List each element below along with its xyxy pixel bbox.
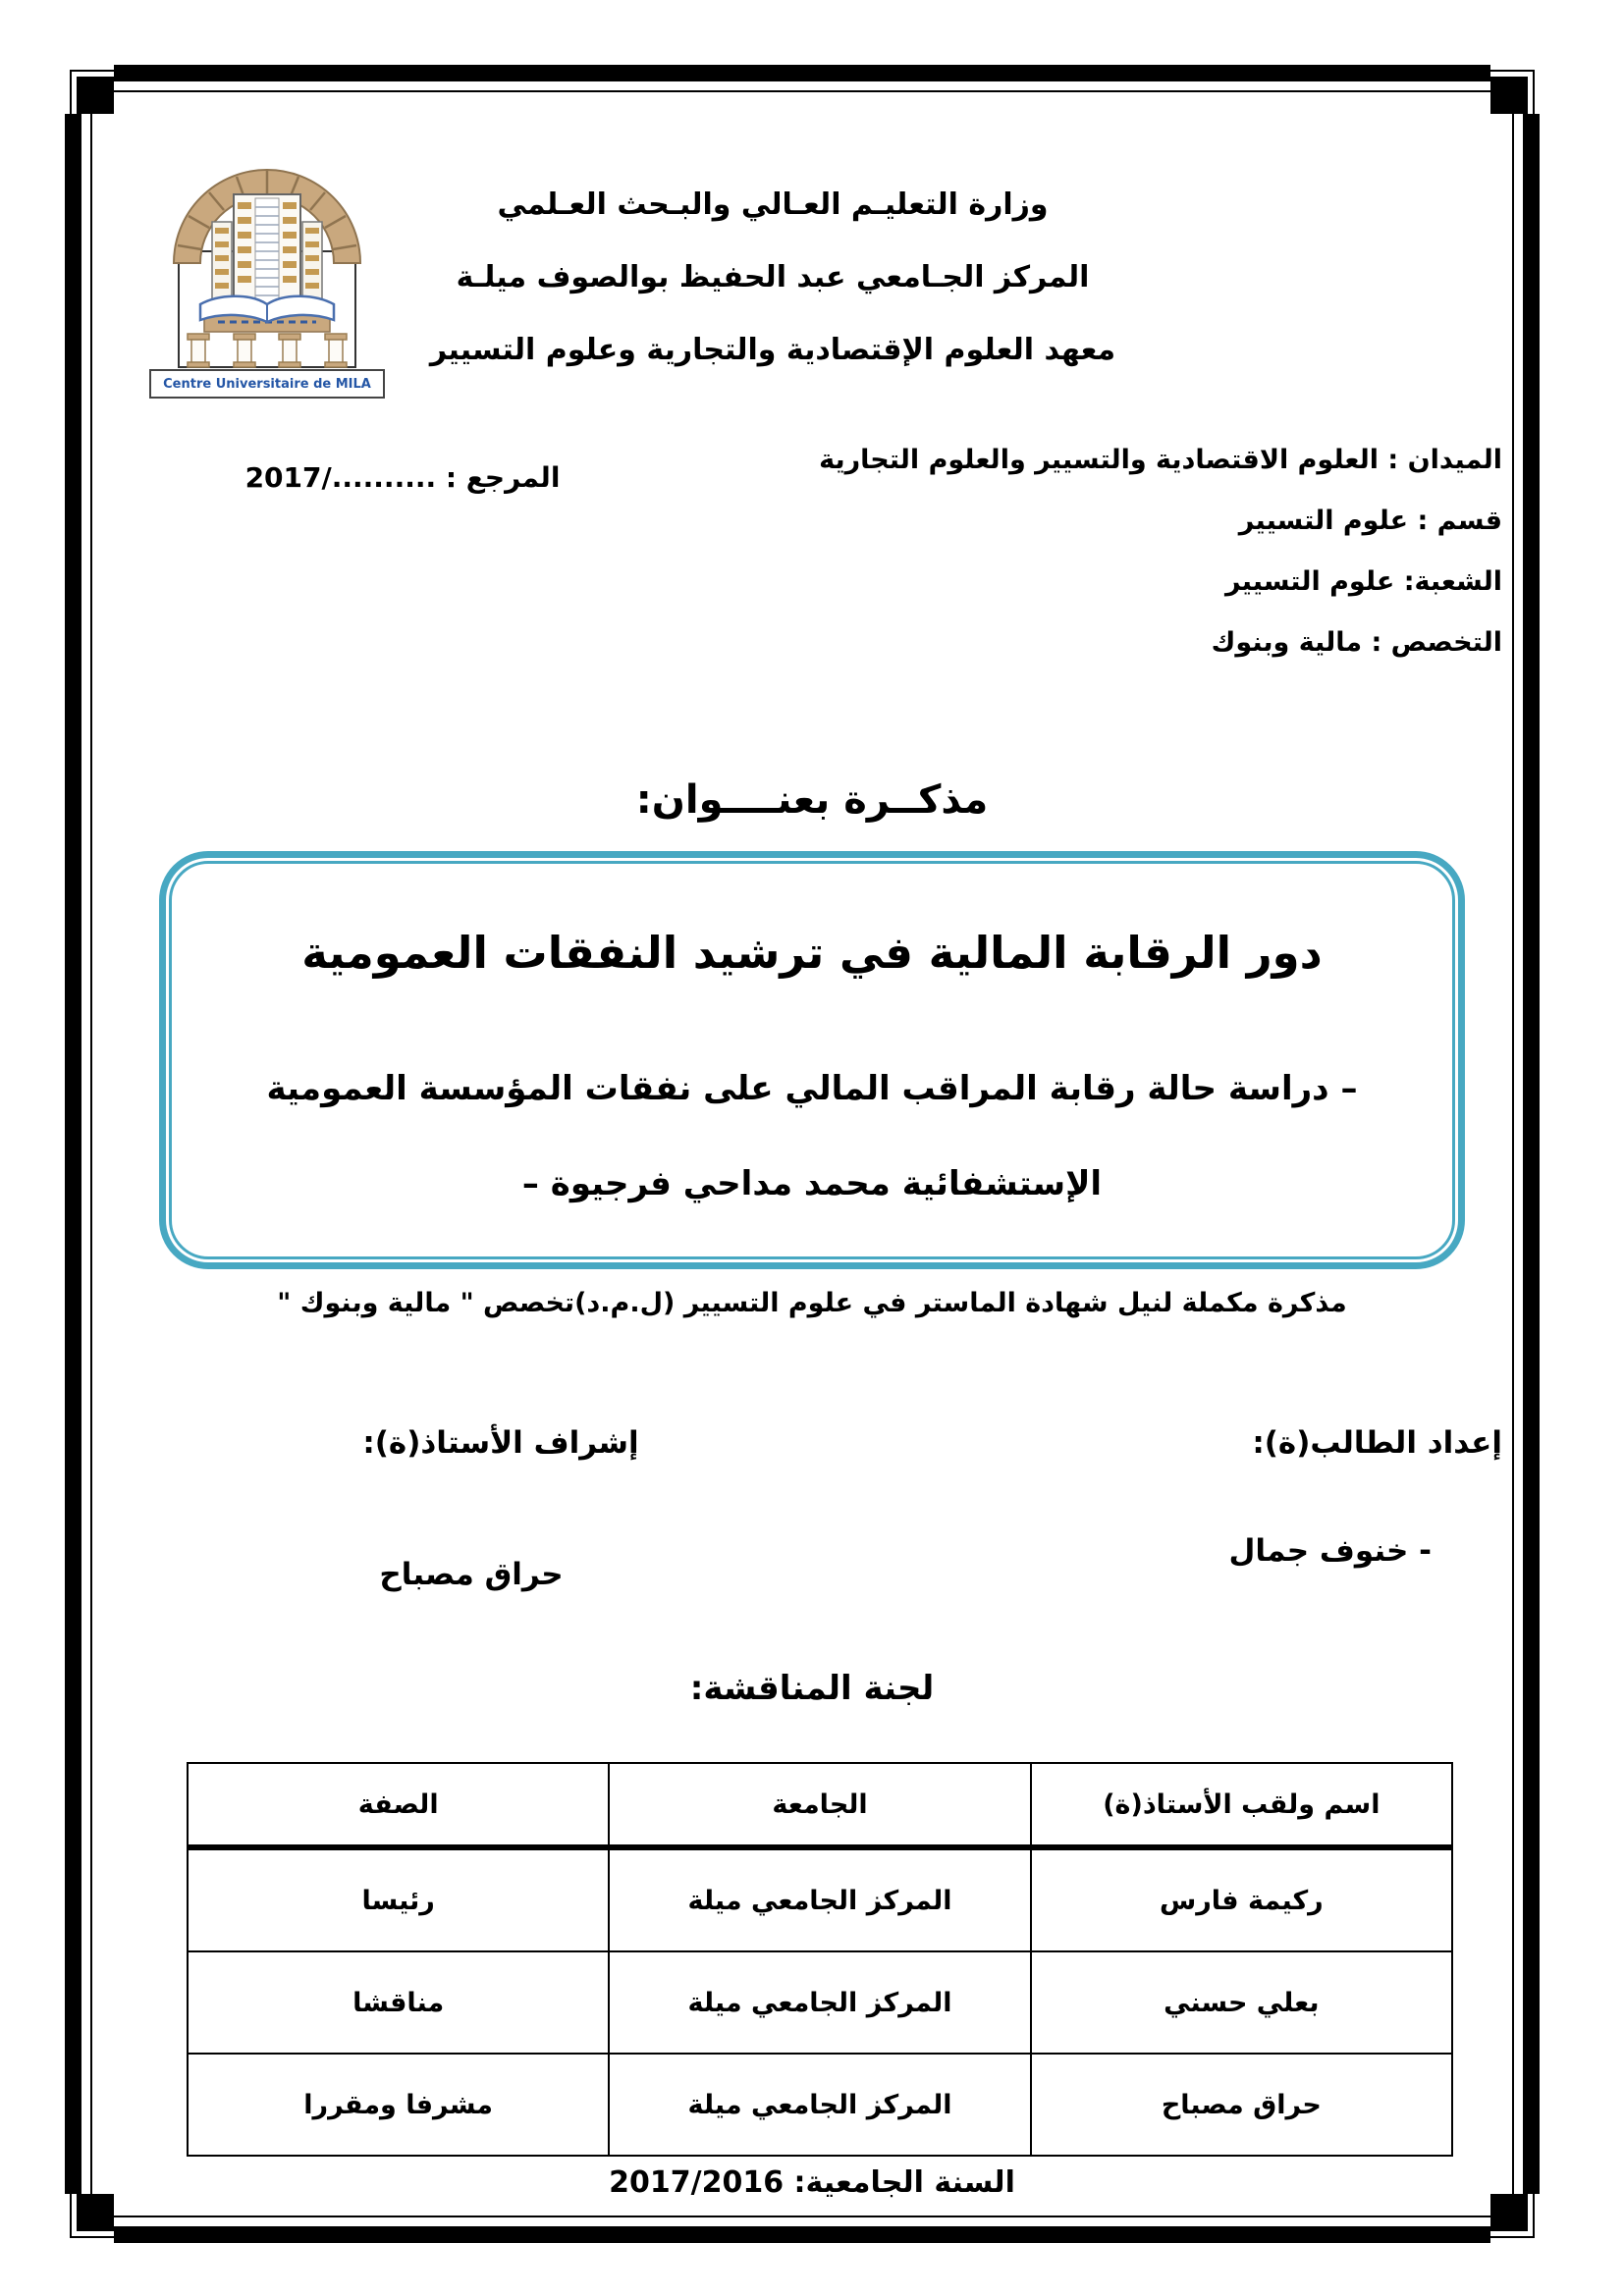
table-row xyxy=(188,2054,1452,2156)
page-border-bottom xyxy=(114,2226,1490,2243)
thesis-title: دور الرقابة المالية في ترشيد النفقات العمومية xyxy=(301,927,1323,979)
committee-heading: لجنة المناقشة: xyxy=(689,1669,935,1708)
student-name: - خنوف جمال xyxy=(1228,1533,1432,1569)
department-line: قسم : علوم التسيير xyxy=(1238,506,1502,536)
committee-table xyxy=(187,1762,1453,2157)
ministry-line: وزارة التعليـم العـالي والبـحث العـلمي xyxy=(497,187,1049,222)
column-header-professor: اسم ولقب الأستاذ(ة) xyxy=(1031,1763,1452,1847)
role-cell: رئيسا xyxy=(188,1847,609,1951)
column-header-role: الصفة xyxy=(188,1763,609,1847)
student-label: إعداد الطالب(ة): xyxy=(1252,1425,1502,1461)
thesis-subtitle-line2: الإستشفائية محمد مداحي فرجيوة – xyxy=(521,1164,1103,1203)
professor-name-cell: ركيمة فارس xyxy=(1031,1847,1452,1951)
table-row xyxy=(188,1951,1452,2054)
reference-line: المرجع : ........../2017 xyxy=(244,461,561,494)
professor-name-cell: بعلي حسني xyxy=(1031,1951,1452,2054)
academic-year-footer: السنة الجامعية: 2017/2016 xyxy=(609,2165,1015,2200)
table-row xyxy=(188,1847,1452,1951)
field-line: الميدان : العلوم الاقتصادية والتسيير والعلوم التجارية xyxy=(819,445,1502,475)
thesis-title-box xyxy=(159,851,1465,1269)
page-border-left xyxy=(65,114,81,2194)
professor-name-cell: حراق مصباح xyxy=(1031,2054,1452,2156)
university-cell: المركز الجامعي ميلة xyxy=(609,2054,1030,2156)
page-header xyxy=(59,169,1487,387)
page-border-right xyxy=(1523,114,1540,2194)
supervisor-name: حراق مصباح xyxy=(379,1557,564,1592)
university-cell: المركز الجامعي ميلة xyxy=(609,1847,1030,1951)
committee-header-row xyxy=(188,1763,1452,1847)
university-center-line: المركز الجـامعي عبد الحفيظ بوالصوف ميلـة xyxy=(456,260,1090,294)
degree-statement: مذكرة مكملة لنيل شهادة الماستر في علوم التسيير (ل.م.د)تخصص " مالية وبنوك " xyxy=(277,1288,1347,1318)
branch-line: الشعبة: علوم التسيير xyxy=(1224,566,1502,597)
specialty-line: التخصص : مالية وبنوك xyxy=(1211,627,1502,658)
column-header-university: الجامعة xyxy=(609,1763,1030,1847)
institute-line: معهد العلوم الإقتصادية والتجارية وعلوم التسيير xyxy=(429,333,1116,367)
memo-heading: مذكــرة بعنــــوان: xyxy=(635,777,989,823)
study-info-block xyxy=(819,430,1502,673)
page-border-corner xyxy=(1490,77,1528,114)
role-cell: مشرفا ومقررا xyxy=(188,2054,609,2156)
logo-caption: Centre Universitaire de MILA xyxy=(149,369,385,399)
page-border-corner xyxy=(77,77,114,114)
role-cell: مناقشا xyxy=(188,1951,609,2054)
thesis-subtitle-line1: – دراسة حالة رقابة المراقب المالي على نفقات المؤسسة العمومية xyxy=(266,1069,1358,1108)
supervisor-label: إشراف الأستاذ(ة): xyxy=(362,1425,639,1461)
page-border-top xyxy=(114,65,1490,81)
university-cell: المركز الجامعي ميلة xyxy=(609,1951,1030,2054)
